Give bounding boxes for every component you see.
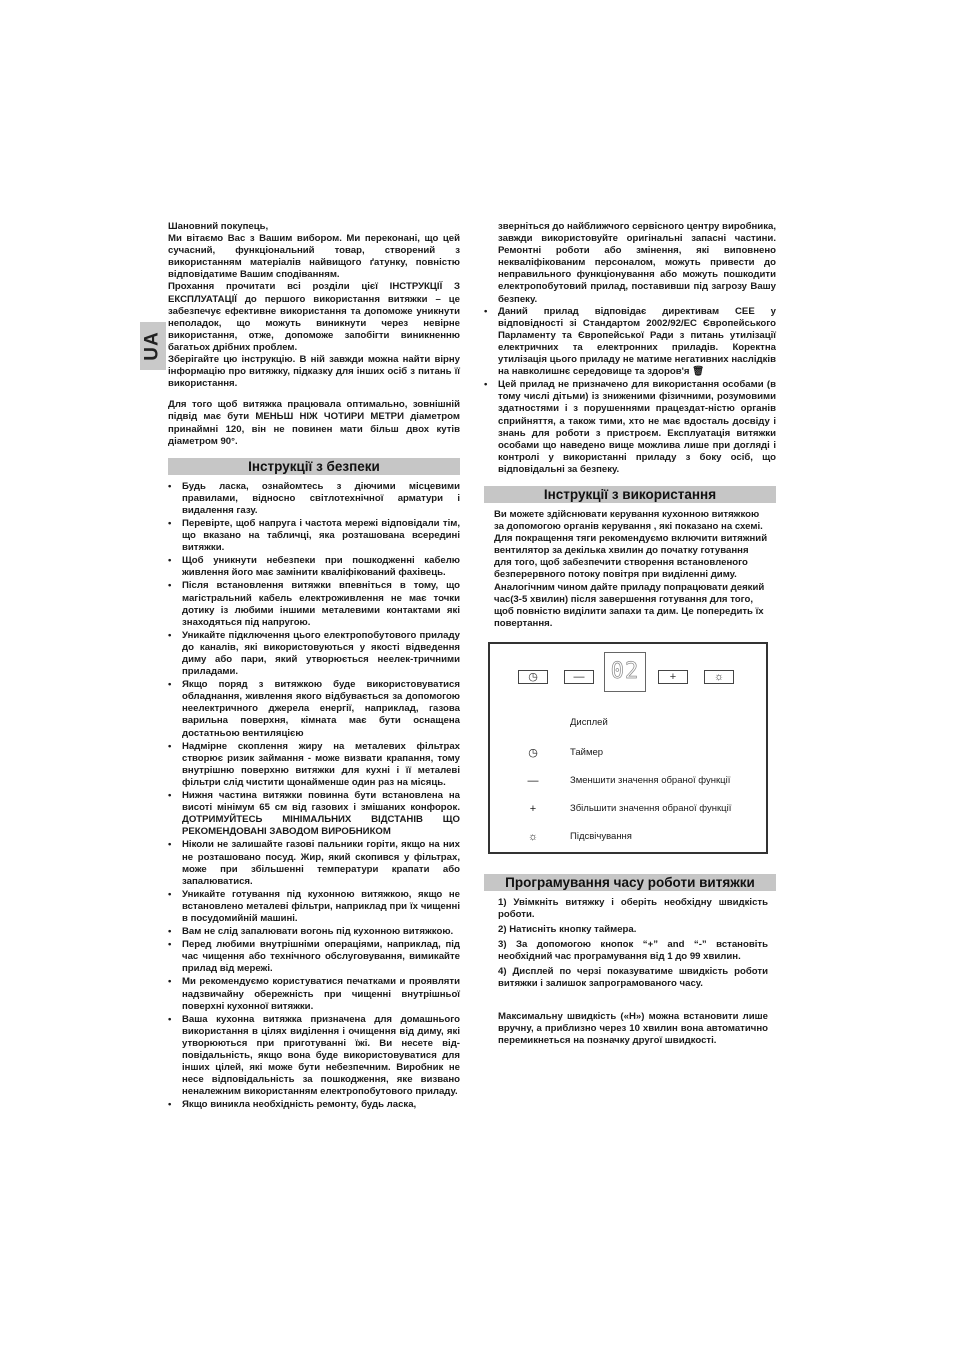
usage-paragraph: Ви можете здійснювати керування кухонною витяжкою за допомогою органів керування , які показано на схемі. <box>494 508 763 533</box>
programming-steps <box>484 897 776 1047</box>
light-icon: ☼ <box>713 670 725 683</box>
list-item: • Щоб уникнути небезпеки при пошкодженні кабелю живлення його має замінити кваліфікований фахівець. <box>168 555 460 579</box>
legend-label: Таймер <box>570 746 604 758</box>
display-value: 02 <box>610 658 640 684</box>
plus-icon: + <box>529 802 537 815</box>
list-item: • Цей прилад не призначено для використання особами (в тому числі дітьми) із зниженими фізичними, розумовими здатностями і з порушеннями працездат-ністю органів сприйняття, а також тими, хто не має вдосталь досвіду і знань для роботи з пристроєм. Експлуатація витяжки особами що наведено вище можлива лише при догляді і контролі у використанні приладу з боку осіб, що відповідальні за безпеку. <box>484 379 776 476</box>
timer-button[interactable] <box>518 670 548 684</box>
max-speed-note: Максимальну швидкість («H») можна встановити лише вручну, а приблизно через 10 хвилин вона автоматично перемикнеться на позначку другої швидкості. <box>498 1010 768 1046</box>
list-item <box>484 306 776 379</box>
light-icon: ☼ <box>527 830 539 843</box>
timer-icon: ◷ <box>528 746 538 759</box>
step-item: 4) Дисплей по черзі показуватиме швидкість роботи витяжки і залишок запрограмованого часу. <box>498 966 768 990</box>
minus-icon: — <box>573 670 585 683</box>
list-item: • Вам не слід запалювати вогонь під кухонною витяжкою. <box>168 926 460 938</box>
display <box>604 652 646 692</box>
list-item: • Ваша кухонна витяжка призначена для домашнього використання в цілях виділення і очищення від диму, які утворюються при приготуванні їжі. Ви несете від-повідальність, якщо вона буде використовуватися для інших цілей, які може бути небезпечним. Виробник не несе відповідальність за пошкодження, яке визвано неналежним використанням електропобутового приладу. <box>168 1014 460 1099</box>
legend-label: Зменшити значення обраної функції <box>570 774 731 786</box>
step-item: 2) Натисніть кнопку таймера. <box>498 924 637 936</box>
language-tab <box>140 322 166 370</box>
greeting: Шановний покупець, <box>168 221 269 232</box>
intro-paragraph: Зберігайте цю інструкцію. В ній завжди можна найти вірну інформацію про витяжку, підказку для інших осіб з питань її використання. <box>168 354 460 390</box>
list-item: • Надмірне скоплення жиру на металевих фільтрах створює ризик займання - може визвати крапання, тому внутрішню поверхню витяжки для кухні і її металеві фільтри слід чистити щонайменше один раз на місяць. <box>168 741 460 789</box>
intro-paragraph: Ми вітаємо Вас з Вашим вибором. Ми переконані, що цей сучасний, функціональний товар, створений з використанням матеріалів найвищого ґатунку, повністю відповідатиме Вашим сподіванням. <box>168 233 460 281</box>
legend-display <box>490 717 766 731</box>
intro-paragraph: Прохання прочитати всі розділи цієї ІНСТРУКЦІЇ З ЕКСПЛУАТАЦІЇ до першого використання витяжки – це забезпечує ефективне використання та допоможе уникнути неполадок, що можуть виникнути через невірне використання, отже, допоможе запобігти виникненню багатьох дрібних проблем. <box>168 281 460 353</box>
timer-icon: ◷ <box>528 670 538 683</box>
safety-heading: Інструкції з безпеки <box>168 458 460 475</box>
legend-label: Підсвічування <box>570 830 632 842</box>
list-item: • Ми рекомендуємо користуватися печатками и проявляти надзвичайну обережність при чищенні внутрішньої поверхні кухонної витяжки. <box>168 976 460 1012</box>
minus-icon: — <box>527 774 539 787</box>
list-item: • Ніколи не залишайте газові пальники горіти, якщо на них не розташовано посуд. Жир, який скопився у фільтрах, може при збільшенні температури крапати або запалюватися. <box>168 839 460 887</box>
right-column <box>484 221 776 1050</box>
installation-note: Для того щоб витяжка працювала оптимально, зовнішній підвід має бути МЕНЬШ НІЖ ЧОТИРИ МЕТРИ діаметром принаймні 120, він не повинен мати більш двох кутів діаметром 90°. <box>168 399 460 447</box>
list-item: • Якщо поряд з витяжкою буде використовуватися обладнання, живлення якого відбувається за допомогою неелектричного джерела енергії, наприклад, газова варильна поверхня, кімната має бути оснащена достатньою вентиляцією <box>168 679 460 739</box>
legend-light <box>490 831 766 845</box>
safety-continuation: зверніться до найближчого сервісного центру виробника, завжди використовуйте оригінальні запасні частини. Ремонтні роботи або змінення, які виповнено некваліфікованим персоналом, можуть привести до неправильного функціонування або можуть пошкодити електропобутовий прилад, поставивши під загрозу Вашу безпеку. <box>498 221 776 305</box>
minus-button[interactable] <box>564 670 594 684</box>
legend-plus <box>490 803 766 817</box>
step-item: 3) За допомогою кнопок “+” and “-” встановіть необхідний час програмування від 1 до 99 хвилин. <box>498 939 768 963</box>
bin-icon: 🗑 <box>692 366 705 378</box>
legend-timer <box>490 747 766 761</box>
legend-label: Дисплей <box>570 716 608 728</box>
list-item: • Нижня частина витяжки повинна бути встановлена на висоті мінімум 65 см від газових і змішаних конфорок. ДОТРИМУЙТЕСЬ МІНІМАЛЬНИХ ВІДСТАНІВ ЩО РЕКОМЕНДОВАНІ ЗАВОДОМ ВИРОБНИКОМ <box>168 790 460 838</box>
weee-text: Даний прилад відповідає директивам CEE у відповідності зі Стандартом 2002/92/EC Європейського Парламенту та Європейської Ради з питань утилізації електричних та електронних приладів. Коректна утилізація цього приладу не матиме негативних наслідків на навколишнє середовище та здоров'я <box>498 305 776 378</box>
safety-list-continued <box>484 306 776 476</box>
usage-paragraph: Аналогічним чином дайте приладу попрацювати деякий час(3-5 хвилин) після завершення готування для того, щоб повністю виділити запахи та дим. Це попередить їх повертання. <box>494 581 765 629</box>
list-item: • Уникайте готування під кухонною витяжкою, якщо не встановлено металеві фільтри, наприклад при їх чищенні в посудомийній машині. <box>168 889 460 925</box>
safety-list <box>168 481 460 1112</box>
legend-minus <box>490 775 766 789</box>
list-item: • Уникайте підключення цього електропобутового приладу до каналів, які використовуються у якості відведення диму або пари, який утворюється неелек-тричними приладами. <box>168 630 460 678</box>
list-item: • Якщо виникла необхідність ремонту, будь ласка, <box>168 1099 460 1111</box>
legend-label: Збільшити значення обраної функції <box>570 802 732 814</box>
list-item: • Перед любими внутрішніми операціями, наприклад, під час чищення або технічного обслуговування, вимикайте прилад від мережі. <box>168 939 460 975</box>
list-item: • Будь ласка, ознайомтесь з діючими місцевими правилами, відносно світлотехнічної арматури і видалення газу. <box>168 481 460 517</box>
control-panel-diagram <box>488 642 768 854</box>
list-item: • Перевірте, щоб напруга і частота мережі відповідали тім, що вказано на табличці, яка розташована всередині витяжки. <box>168 518 460 554</box>
language-code: UA <box>142 331 164 361</box>
step-item: 1) Увімкніть витяжку і оберіть необхідну швидкість роботи. <box>498 896 768 920</box>
programming-heading: Програмування часу роботи витяжки <box>484 874 776 891</box>
light-button[interactable] <box>704 670 734 684</box>
list-item: • Після встановлення витяжки впевніться в тому, що магістральний кабель електроживлення не має точки дотику із любими іншими металевими контактами які знаходяться під напругою. <box>168 580 460 628</box>
left-column <box>168 221 460 1112</box>
plus-icon: + <box>669 670 677 683</box>
usage-paragraph: Для покращення тяги рекомендуємо включити витяжний вентилятор за декілька хвилин до початку готування для того, щоб забезпечити створення встановленого безперервного потоку повітря при виділенні диму. <box>494 533 768 581</box>
usage-heading: Інструкції з використання <box>484 486 776 503</box>
plus-button[interactable] <box>658 670 688 684</box>
